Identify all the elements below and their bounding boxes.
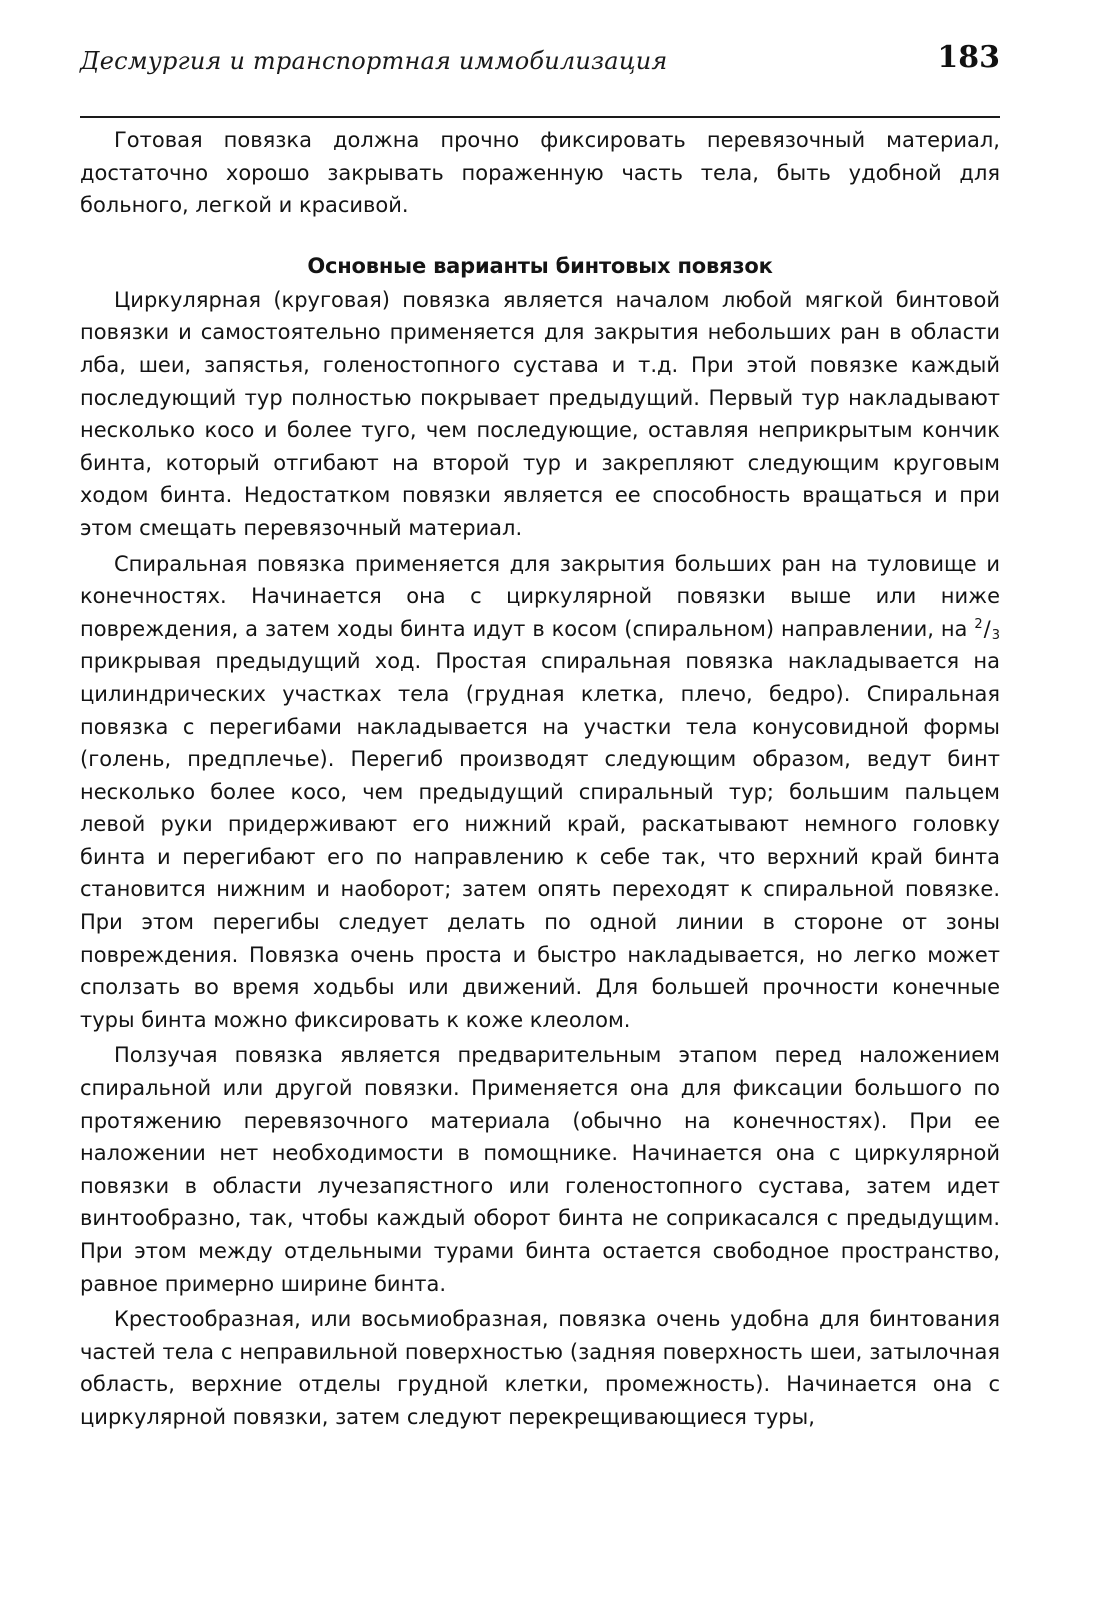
fraction-denominator: 3 <box>991 627 1000 643</box>
page-number: 183 <box>937 40 1000 75</box>
intro-paragraph: Готовая повязка должна прочно фиксировать перевязочный материал, достаточно хорошо закрывать пораженную часть тела, быть удобной для больного, легкой и красивой. <box>80 128 1000 218</box>
fraction-slash: / <box>983 616 991 641</box>
fraction-numerator: 2 <box>974 616 983 632</box>
section-heading: Основные варианты бинтовых повязок <box>307 253 773 278</box>
header-rule <box>80 116 1000 118</box>
circular-bandage-paragraph: Циркулярная (круговая) повязка является началом любой мягкой бинтовой повязки и самостоятельно применяется для закрытия небольших ран в области лба, шеи, запястья, голеностопного сустава и т.д. При этой повязке каждый последующий тур полностью покрывает предыдущий. Первый тур накладывают несколько косо и более туго, чем последующие, оставляя неприкрытым кончик бинта, который отгибают на второй тур и закрепляют следующим круговым ходом бинта. Недостатком повязки является ее способность вращаться и при этом смещать перевязочный материал. <box>80 287 1000 540</box>
cruciform-bandage-paragraph: Крестообразная, или восьмиобразная, повязка очень удобна для бинтования частей тела с неправильной поверхностью (задняя поверхность шеи, затылочная область, верхние отделы грудной клетки, промежность). Начинается она с циркулярной повязки, затем следуют перекрещивающиеся туры, <box>80 1307 1000 1429</box>
spiral-bandage-paragraph <box>80 548 1000 1037</box>
spiral-text-before-fraction: Спиральная повязка применяется для закрытия больших ран на туловище и конечностях. Начинается она с циркулярной повязки выше или ниже повреждения, а затем ходы бинта идут в косом (спиральном) направлении, на <box>80 551 1000 641</box>
running-header <box>80 38 1000 82</box>
book-page <box>80 0 1000 1600</box>
body-text <box>80 124 1000 1434</box>
spiral-text-after-fraction: прикрывая предыдущий ход. Простая спиральная повязка накладывается на цилиндрических участках тела (грудная клетка, плечо, бедро). Спиральная повязка с перегибами накладывается на участки тела конусовидной формы (голень, предплечье). Перегиб производят следующим образом, ведут бинт несколько более косо, чем предыдущий спиральный тур; большим пальцем левой руки придерживают его нижний край, раскатывают немного головку бинта и перегибают его по направлению к себе так, что верхний край бинта становится нижним и наоборот; затем опять переходят к спиральной повязке. При этом перегибы следует делать по одной линии в стороне от зоны повреждения. Повязка очень проста и быстро накладывается, но легко может сползать во время ходьбы или движений. Для большей прочности конечные туры бинта можно фиксировать к коже клеолом. <box>80 649 1000 1032</box>
creeping-bandage-paragraph: Ползучая повязка является предварительным этапом перед наложением спиральной или другой повязки. Применяется она для фиксации большого по протяжению перевязочного материала (обычно на конечностях). При ее наложении нет необходимости в помощнике. Начинается она с циркулярной повязки в области лучезапястного или голеностопного сустава, затем идет винтообразно, так, чтобы каждый оборот бинта не соприкасался с предыдущим. При этом между отдельными турами бинта остается свободное пространство, равное примерно ширине бинта. <box>80 1043 1000 1296</box>
two-thirds-fraction <box>974 617 1000 641</box>
running-title: Десмургия и транспортная иммобилизация <box>80 47 668 75</box>
